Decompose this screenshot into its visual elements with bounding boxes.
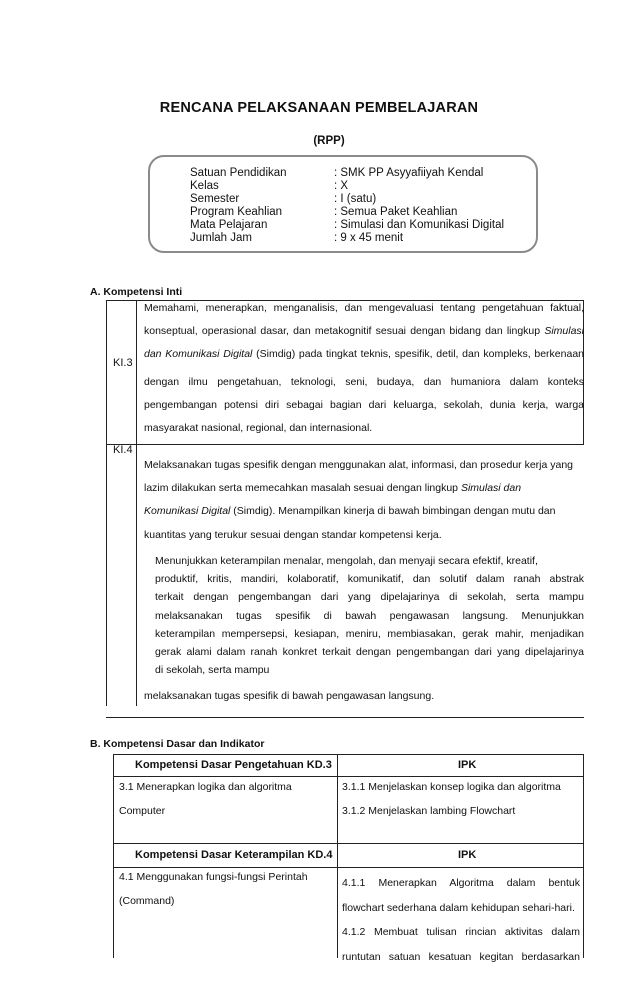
ipk4-line: runtutan satuan kesatuan kegitan berdasarkan	[342, 950, 580, 963]
ki3-line: pengembangan potensi diri sebagai bagian dari keluarga, sekolah, dunia kerja, warga	[144, 398, 584, 411]
ki4-line: gerak alami dalam ranah konkret terkait dengan pengembangan dari yang dipelajarinya	[155, 646, 584, 659]
page-title: RENCANA PELAKSANAAN PEMBELAJARAN	[159, 100, 479, 116]
info-label: Program Keahlian	[190, 206, 283, 218]
ipk4-line: 4.1.1 Menerapkan Algoritma dalam bentuk	[342, 877, 580, 889]
section-a-bottom-line	[106, 717, 584, 718]
ki4-last-line: melaksanakan tugas spesifik di bawah pengawasan langsung.	[144, 690, 435, 702]
ki4-text-2	[155, 552, 584, 679]
kd-table-line	[113, 776, 584, 777]
kd4-text-cont: (Command)	[119, 895, 175, 907]
ki4-line: Menunjukkan keterampilan menalar, mengolah, dan menyaji secara efektif, kreatif,	[155, 555, 538, 567]
ipk3-item: 3.1.2 Menjelaskan lambing Flowchart	[342, 805, 516, 817]
ki4-line: di sekolah, serta mampu	[155, 664, 270, 677]
kd4-text: 4.1 Menggunakan fungsi-fungsi Perintah	[119, 871, 308, 883]
ki4-code: KI.4	[113, 444, 133, 456]
kd4-header: Kompetensi Dasar Keterampilan KD.4	[135, 849, 333, 861]
kd-table-top-line	[113, 754, 584, 755]
kd-table-left-line	[113, 754, 114, 958]
info-value: : Semua Paket Keahlian	[334, 206, 458, 218]
info-label: Satuan Pendidikan	[190, 167, 287, 179]
ipk3-item: 3.1.1 Menjelaskan konsep logika dan algoritma	[342, 781, 561, 793]
info-value: : I (satu)	[334, 193, 377, 205]
ki3-line: dan Komunikasi Digital (Simdig) pada tingkat teknis, spesifik, detil, dan kompleks, berkenaan	[144, 348, 584, 361]
ipk3-header: IPK	[458, 759, 477, 771]
kd-table-right-line	[583, 754, 584, 958]
ki4-line: kuantitas yang terukur sesuai dengan standar kompetensi kerja.	[144, 528, 442, 541]
ipk4-header: IPK	[458, 849, 477, 861]
kd-table-line	[113, 843, 584, 844]
page-subtitle: (RPP)	[313, 135, 345, 147]
kd3-header: Kompetensi Dasar Pengetahuan KD.3	[135, 759, 332, 771]
ki3-code: KI.3	[113, 357, 133, 369]
ki3-line: dengan ilmu pengetahuan, teknologi, seni, budaya, dan humaniora dalam konteks	[144, 375, 584, 388]
info-value: : Simulasi dan Komunikasi Digital	[334, 219, 505, 231]
ipk4-text	[342, 871, 580, 969]
ipk4-line: flowchart sederhana dalam kehidupan sehari-hari.	[342, 901, 575, 914]
kd3-text: 3.1 Menerapkan logika dan algoritma	[119, 781, 292, 793]
info-label: Jumlah Jam	[190, 232, 252, 244]
kd-table-mid-line	[337, 754, 338, 958]
ki4-line: Melaksanakan tugas spesifik dengan menggunakan alat, informasi, dan prosedur kerja yang	[144, 459, 574, 471]
section-b-heading: B. Kompetensi Dasar dan Indikator	[90, 738, 265, 750]
kd-table-line	[113, 867, 584, 868]
ipk4-line: 4.1.2 Membuat tulisan rincian aktivitas dalam	[342, 926, 580, 938]
ki-table-left-line	[106, 300, 107, 706]
ki4-line: Komunikasi Digital (Simdig). Menampilkan kinerja di bawah bimbingan dengan mutu dan	[144, 505, 556, 518]
info-value: : X	[334, 180, 349, 192]
info-label: Mata Pelajaran	[190, 219, 268, 231]
info-value: : 9 x 45 menit	[334, 232, 404, 244]
ki-table-divider-line	[136, 300, 137, 706]
ki4-line: terkait dengan pengembangan dari yang dipelajarinya di sekolah, serta mampu	[155, 591, 584, 604]
section-a-heading: A. Kompetensi Inti	[90, 286, 183, 298]
ki4-line: lazim dilakukan serta memecahkan masalah sesuai dengan lingkup Simulasi dan	[144, 482, 522, 495]
ki4-text	[144, 454, 584, 547]
info-value: : SMK PP Asyyafiiyah Kendal	[334, 167, 484, 179]
info-label: Semester	[190, 193, 240, 205]
ki3-line: Memahami, menerapkan, menganalisis, dan mengevaluasi tentang pengetahuan faktual,	[144, 302, 584, 314]
ki4-line: melaksanakan tugas spesifik di bawah pengawasan langsung. Menunjukkan	[155, 609, 584, 622]
ki3-line: masyarakat nasional, regional, dan internasional.	[144, 422, 373, 435]
ki3-line: konseptual, operasional dasar, dan metakognitif sesuai dengan bidang dan lingkup Simulasi	[144, 325, 584, 338]
kd3-text-cont: Computer	[119, 805, 166, 817]
ki4-line: produktif, kritis, mandiri, kolaboratif, komunikatif, dan solutif dalam ranah abstrak	[155, 573, 584, 586]
ki4-line: keterampilan mempersepsi, kesiapan, meniru, membiasakan, gerak mahir, menjadikan	[155, 627, 584, 640]
ki3-text	[144, 297, 584, 440]
info-label: Kelas	[190, 180, 219, 192]
ki-table-row-line	[106, 444, 584, 445]
